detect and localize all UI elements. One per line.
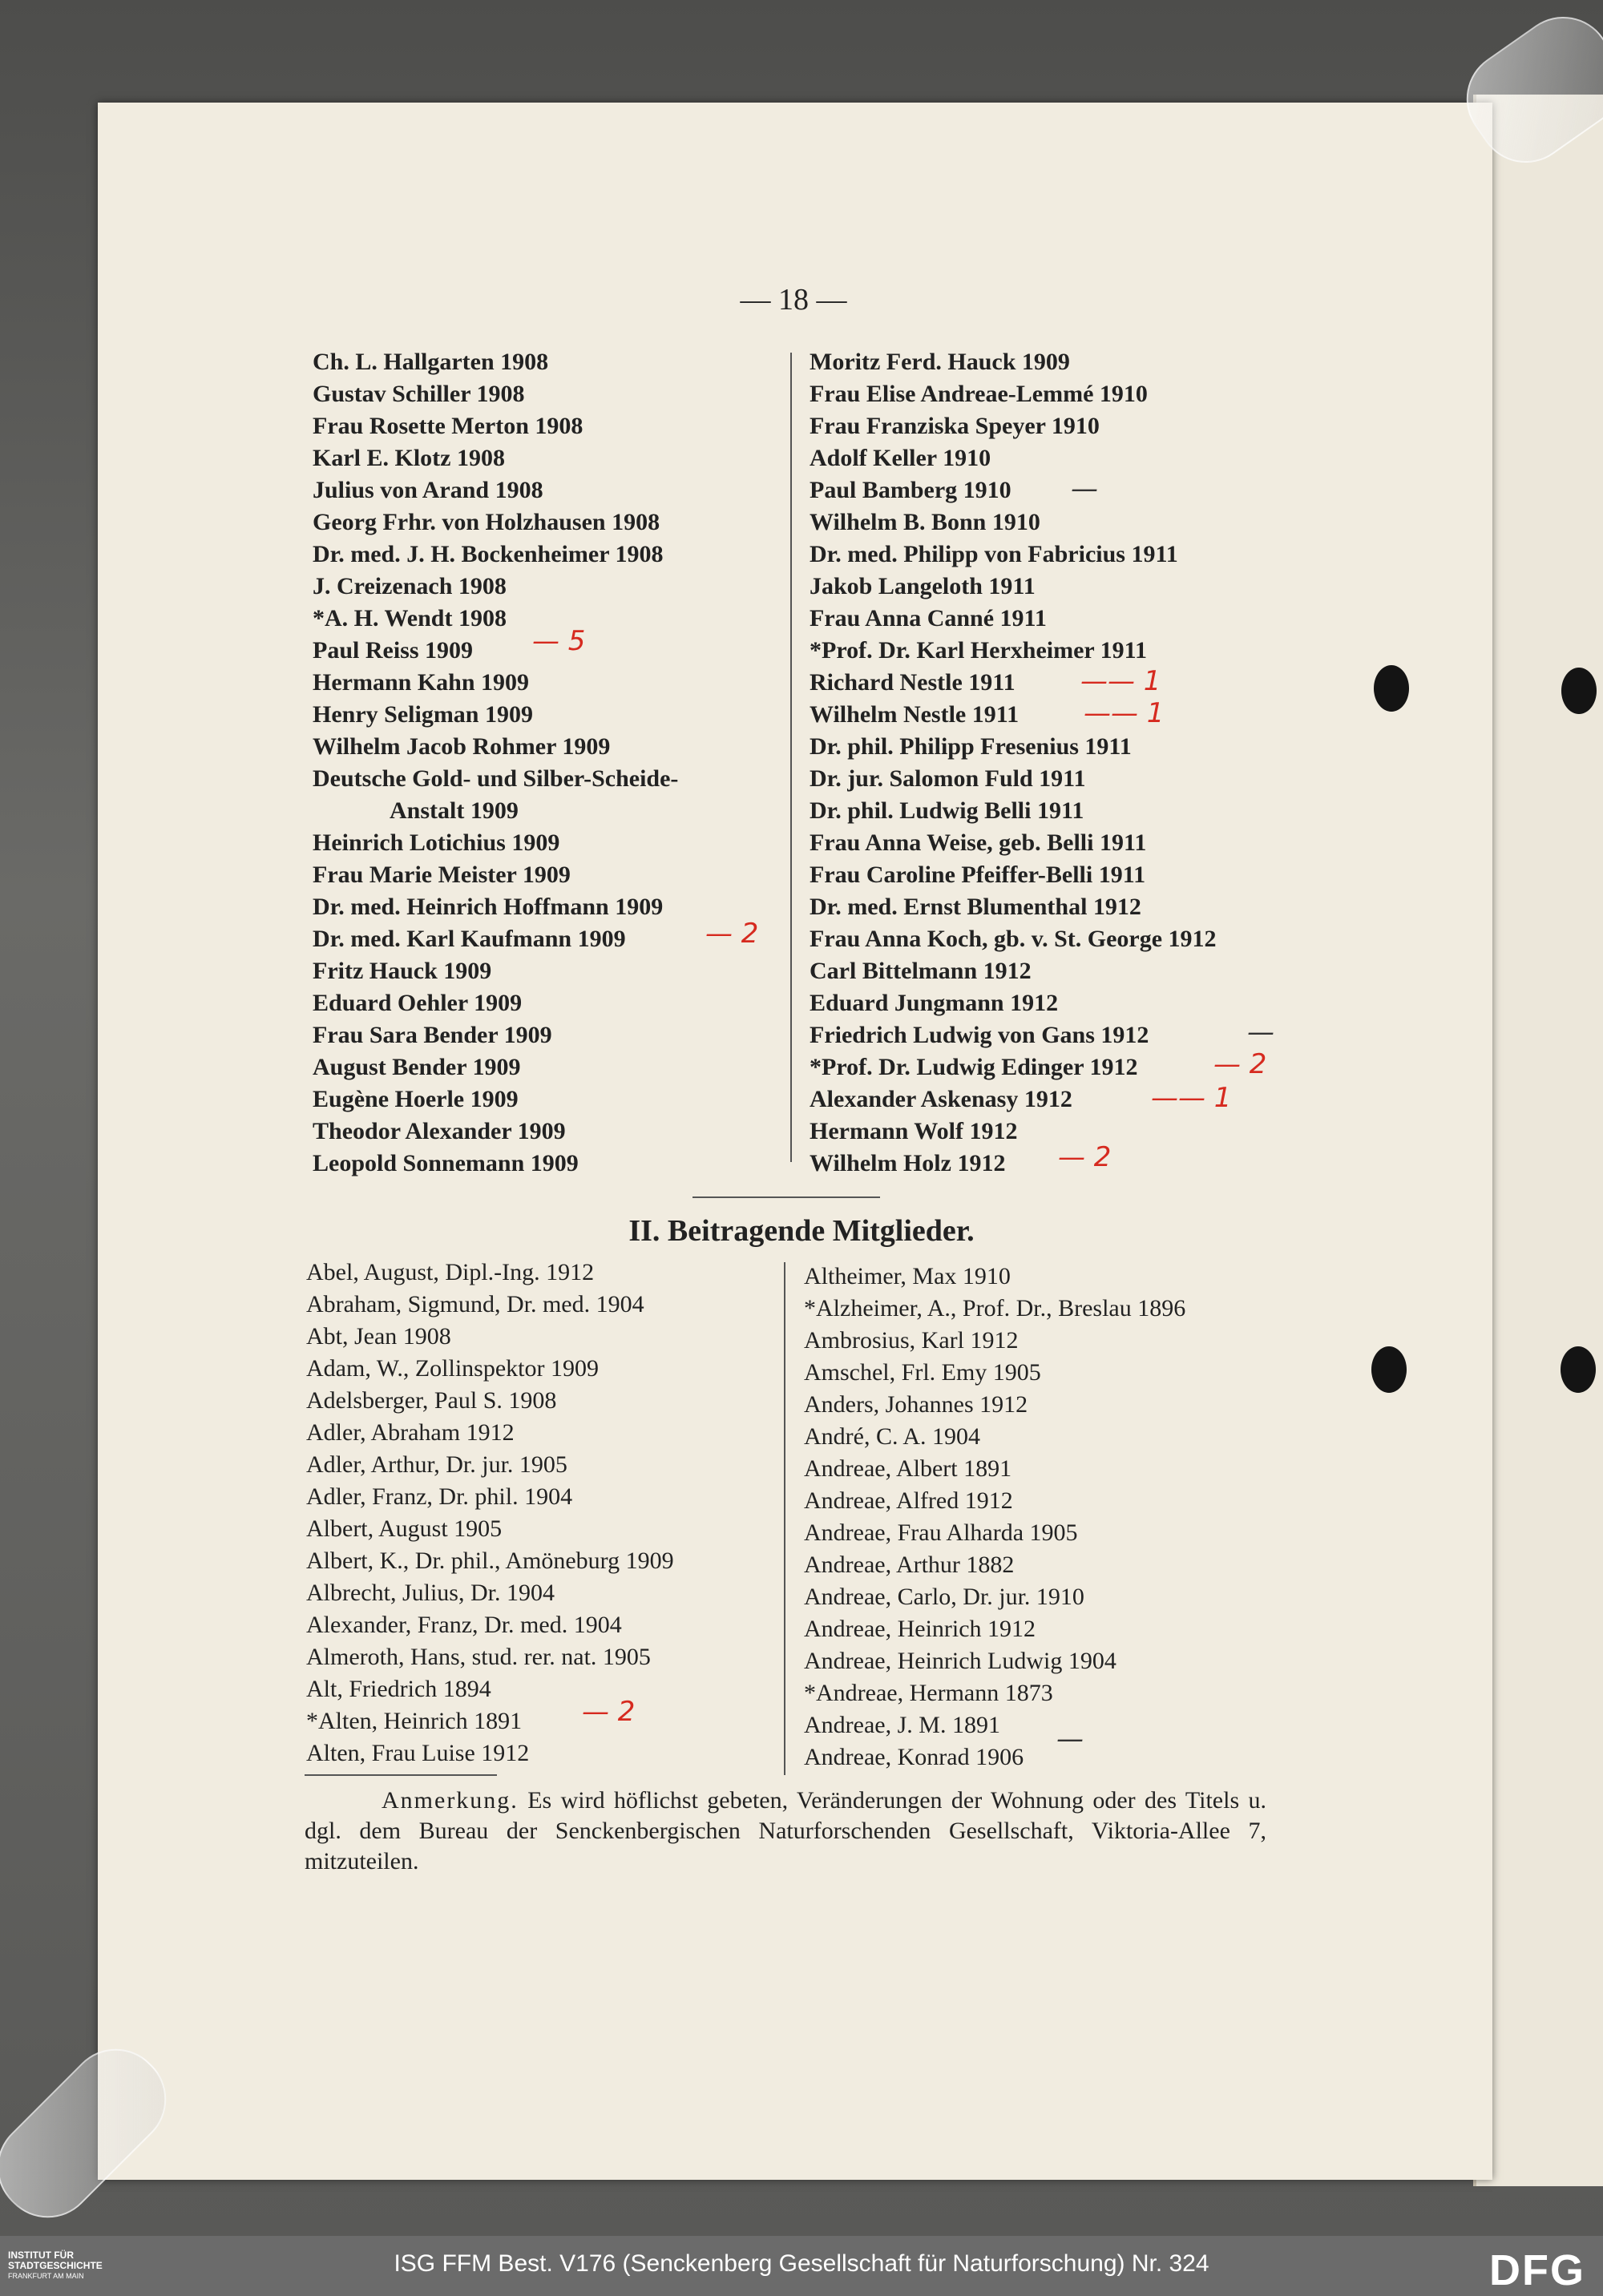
list-item: Eduard Oehler 1909 <box>313 990 523 1016</box>
list-item: Dr. phil. Ludwig Belli 1911 <box>810 797 1084 824</box>
archive-footer <box>0 2236 1603 2296</box>
list-item: Frau Franziska Speyer 1910 <box>810 413 1100 439</box>
column-rule <box>784 1262 785 1775</box>
contributors-right-column <box>804 1261 1185 1773</box>
list-item: Adolf Keller 1910 <box>810 445 991 471</box>
list-item: Frau Rosette Merton 1908 <box>313 413 583 439</box>
list-item: *Prof. Dr. Ludwig Edinger 1912 <box>810 1054 1138 1080</box>
list-item: Andreae, Albert 1891 <box>804 1455 1012 1482</box>
list-item: Dr. med. Philipp von Fabricius 1911 <box>810 541 1178 567</box>
list-item: Andreae, Arthur 1882 <box>804 1552 1015 1578</box>
list-item: Dr. med. Karl Kaufmann 1909 <box>313 926 626 952</box>
list-item: Adler, Arthur, Dr. jur. 1905 <box>306 1451 567 1478</box>
handwritten-mark: — 2 <box>705 918 759 950</box>
list-item: Wilhelm Holz 1912 <box>810 1150 1006 1176</box>
list-item: Albert, August 1905 <box>306 1515 503 1542</box>
list-item: Albert, K., Dr. phil., Amöneburg 1909 <box>306 1547 674 1574</box>
list-item: Wilhelm B. Bonn 1910 <box>810 509 1040 535</box>
dfg-logo: DFG <box>1489 2246 1585 2294</box>
handwritten-mark: — 2 <box>1213 1048 1267 1080</box>
list-item: Hermann Wolf 1912 <box>810 1118 1018 1144</box>
list-item: Paul Bamberg 1910 <box>810 477 1011 503</box>
list-item: Theodor Alexander 1909 <box>313 1118 566 1144</box>
list-item: August Bender 1909 <box>313 1054 521 1080</box>
list-item: Carl Bittelmann 1912 <box>810 958 1032 984</box>
list-item: Dr. phil. Philipp Fresenius 1911 <box>810 733 1132 760</box>
binding-hole <box>1374 665 1409 712</box>
list-item: Gustav Schiller 1908 <box>313 381 525 407</box>
list-item: Alexander, Franz, Dr. med. 1904 <box>306 1612 622 1638</box>
list-item: Jakob Langeloth 1911 <box>810 573 1036 599</box>
list-item: Andreae, Alfred 1912 <box>804 1487 1013 1514</box>
list-item: Alt, Friedrich 1894 <box>306 1676 491 1702</box>
list-item: Dr. med. Ernst Blumenthal 1912 <box>810 894 1141 920</box>
list-item: Anstalt 1909 <box>390 797 519 824</box>
list-item: André, C. A. 1904 <box>804 1423 980 1450</box>
footnote-text: Es wird höflichst gebeten, Veränderungen der Wohnung oder des Titels u. dgl. dem Bureau der Senckenbergischen Naturforschenden Gesellschaft, Viktoria-Allee 7, mitzuteilen. <box>305 1787 1266 1874</box>
list-item: Frau Anna Canné 1911 <box>810 605 1047 632</box>
list-item: Dr. med. J. H. Bockenheimer 1908 <box>313 541 664 567</box>
list-item: Deutsche Gold- und Silber-Scheide- <box>313 765 679 792</box>
contributors-left-column <box>306 1257 674 1769</box>
list-item: Eugène Hoerle 1909 <box>313 1086 519 1112</box>
list-item: Ch. L. Hallgarten 1908 <box>313 349 549 375</box>
list-item: Wilhelm Jacob Rohmer 1909 <box>313 733 611 760</box>
list-item: *Alten, Heinrich 1891 <box>306 1708 523 1734</box>
list-item: Andreae, Heinrich Ludwig 1904 <box>804 1648 1116 1674</box>
list-item: Andreae, Frau Alharda 1905 <box>804 1519 1078 1546</box>
members-right-column <box>810 346 1217 1180</box>
list-item: Altheimer, Max 1910 <box>804 1263 1011 1289</box>
archive-caption: ISG FFM Best. V176 (Senckenberg Gesellschaft für Naturforschung) Nr. 324 <box>394 2250 1209 2277</box>
list-item: Amschel, Frl. Emy 1905 <box>804 1359 1041 1386</box>
list-item: Dr. jur. Salomon Fuld 1911 <box>810 765 1086 792</box>
list-item: Andreae, Konrad 1906 <box>804 1744 1024 1770</box>
list-item: Paul Reiss 1909 <box>313 637 474 664</box>
list-item: Frau Caroline Pfeiffer-Belli 1911 <box>810 862 1146 888</box>
list-item: Abt, Jean 1908 <box>306 1323 451 1350</box>
list-item: Dr. med. Heinrich Hoffmann 1909 <box>313 894 664 920</box>
page-number: — 18 — <box>740 283 847 317</box>
list-item: *A. H. Wendt 1908 <box>313 605 507 632</box>
handwritten-mark: —— 1 <box>1151 1082 1232 1114</box>
list-item: Andreae, Heinrich 1912 <box>804 1616 1036 1642</box>
list-item: Alexander Askenasy 1912 <box>810 1086 1072 1112</box>
handwritten-mark: — 2 <box>582 1696 636 1728</box>
list-item: Adam, W., Zollinspektor 1909 <box>306 1355 599 1382</box>
list-item: Frau Anna Koch, gb. v. St. George 1912 <box>810 926 1217 952</box>
list-item: Frau Sara Bender 1909 <box>313 1022 552 1048</box>
handwritten-mark: — <box>1071 473 1098 505</box>
list-item: *Prof. Dr. Karl Herxheimer 1911 <box>810 637 1148 664</box>
section-separator <box>692 1196 880 1198</box>
list-item: Karl E. Klotz 1908 <box>313 445 505 471</box>
list-item: Henry Seligman 1909 <box>313 701 533 728</box>
list-item: *Alzheimer, A., Prof. Dr., Breslau 1896 <box>804 1295 1186 1322</box>
list-item: Georg Frhr. von Holzhausen 1908 <box>313 509 660 535</box>
list-item: Ambrosius, Karl 1912 <box>804 1327 1019 1354</box>
list-item: Richard Nestle 1911 <box>810 669 1016 696</box>
list-item: Almeroth, Hans, stud. rer. nat. 1905 <box>306 1644 651 1670</box>
list-item: *Andreae, Hermann 1873 <box>804 1680 1053 1706</box>
list-item: Moritz Ferd. Hauck 1909 <box>810 349 1070 375</box>
list-item: Albrecht, Julius, Dr. 1904 <box>306 1580 555 1606</box>
binding-hole <box>1561 1346 1596 1393</box>
handwritten-mark: — 5 <box>532 625 586 657</box>
list-item: Frau Elise Andreae-Lemmé 1910 <box>810 381 1148 407</box>
binding-hole <box>1371 1346 1407 1393</box>
list-item: Abraham, Sigmund, Dr. med. 1904 <box>306 1291 644 1317</box>
list-item: Fritz Hauck 1909 <box>313 958 492 984</box>
list-item: Andreae, J. M. 1891 <box>804 1712 1000 1738</box>
facing-page-edge <box>1473 95 1603 2186</box>
list-item: Abel, August, Dipl.-Ing. 1912 <box>306 1259 595 1285</box>
section-title: II. Beitragende Mitglieder. <box>628 1214 975 1248</box>
list-item: Adelsberger, Paul S. 1908 <box>306 1387 557 1414</box>
list-item: Heinrich Lotichius 1909 <box>313 829 560 856</box>
handwritten-mark: —— 1 <box>1084 697 1165 729</box>
list-item: Julius von Arand 1908 <box>313 477 543 503</box>
handwritten-mark: —— 1 <box>1080 665 1161 697</box>
list-item: Wilhelm Nestle 1911 <box>810 701 1020 728</box>
list-item: Friedrich Ludwig von Gans 1912 <box>810 1022 1149 1048</box>
list-item: Andreae, Carlo, Dr. jur. 1910 <box>804 1584 1084 1610</box>
list-item: Frau Marie Meister 1909 <box>313 862 571 888</box>
list-item: Adler, Abraham 1912 <box>306 1419 515 1446</box>
list-item: Leopold Sonnemann 1909 <box>313 1150 579 1176</box>
footnote-label: Anmerkung. <box>382 1787 519 1814</box>
list-item: Anders, Johannes 1912 <box>804 1391 1028 1418</box>
column-rule <box>790 353 792 1162</box>
note-rule <box>305 1774 497 1776</box>
list-item: Alten, Frau Luise 1912 <box>306 1740 530 1766</box>
handwritten-mark: — 2 <box>1058 1141 1112 1173</box>
binding-hole <box>1561 668 1597 714</box>
list-item: Eduard Jungmann 1912 <box>810 990 1059 1016</box>
handwritten-mark: — <box>1247 1016 1274 1048</box>
footnote <box>305 1786 1266 1877</box>
list-item: Hermann Kahn 1909 <box>313 669 530 696</box>
list-item: Frau Anna Weise, geb. Belli 1911 <box>810 829 1147 856</box>
list-item: J. Creizenach 1908 <box>313 573 507 599</box>
members-left-column <box>313 346 678 1180</box>
list-item: Adler, Franz, Dr. phil. 1904 <box>306 1483 573 1510</box>
institute-logo: INSTITUT FÜR STADTGESCHICHTE FRANKFURT AM MAIN <box>8 2250 103 2280</box>
handwritten-mark: — <box>1056 1723 1084 1755</box>
